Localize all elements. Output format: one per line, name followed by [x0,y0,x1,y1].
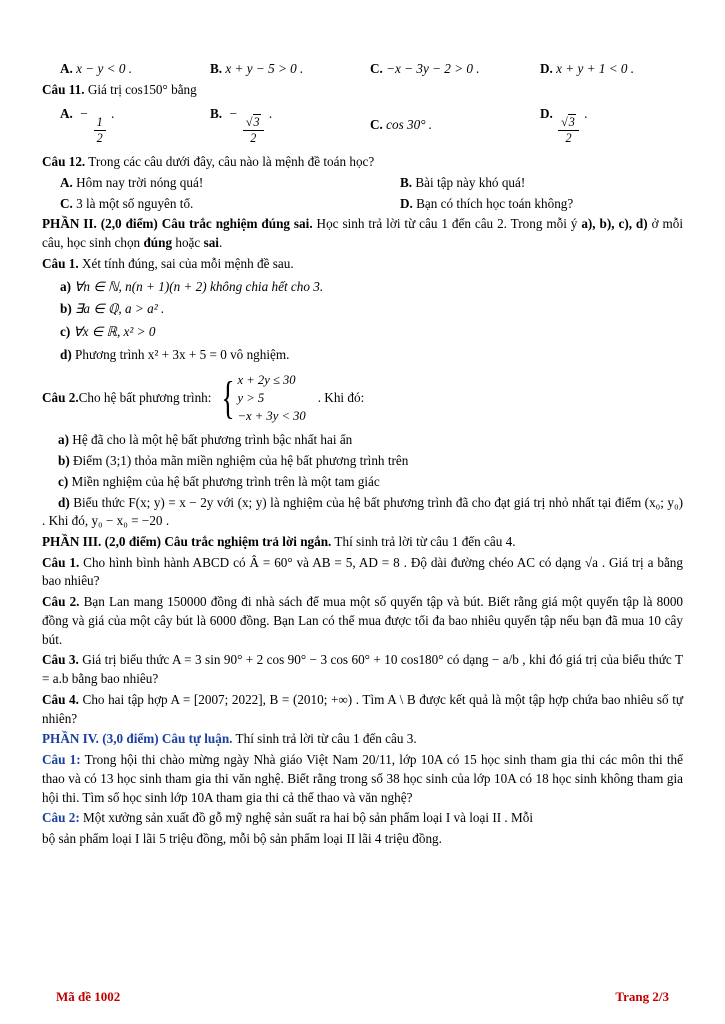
part3-question-3: Câu 3. Giá trị biểu thức A = 3 sin 90° + 2 cos 90° − 3 cos 60° + 10 cos180° có dạng − a/b , khi đó giá trị của biểu thức T = a.b bằng bao nhiêu? [42,652,684,687]
part2-q2-item-b: b) Điểm (3;1) thỏa mãn miền nghiệm của hệ bất phương trình trên [58,453,409,469]
option-d: D. x + y + 1 < 0 . [540,61,635,76]
part2-q2-item-a: a) Hệ đã cho là một hệ bất phương trình bậc nhất hai ẩn [58,432,353,448]
part3-question-2: Câu 2. Bạn Lan mang 150000 đồng đi nhà sách để mua một số quyển tập và bút. Biết rằng giá một quyển tập là 8000 đồng và giá của một cây bút là 6000 đồng. Bạn Lan có thể mua được tối đa bao nhiêu quyển tập nếu bạn đã mua 10 cây bút. [42,594,684,647]
part-4-heading: PHẦN IV. (3,0 điểm) Câu tự luận. Thí sinh trả lời từ câu 1 đến câu 3. [42,731,417,747]
part2-q2-item-d: d) Biểu thức F(x; y) = x − 2y với (x; y) là nghiệm của hệ bất phương trình đã cho đạt giá trị nhỏ nhất tại điểm (x₀; y₀) . Khi đó, y₀ − x₀ = −20 . [42,494,683,529]
page-footer [0,988,725,1006]
part2-q2-item-c: c) Miền nghiệm của hệ bất phương trình trên là một tam giác [58,473,380,489]
option-b: B. Bài tập này khó quá! [400,174,526,190]
part4-question-1: Câu 1: Trong hội thi chào mừng ngày Nhà giáo Việt Nam 20/11, lớp 10A có 15 học sinh tham gia thi các môn thi thể thao và có 13 học sinh tham gia thi văn nghệ. Biết rằng trong số 38 học sinh của lớp 10A có 18 học sinh không tham gia hội thi. Tìm số học sinh lớp 10A tham gia thi cả thể thao và văn nghệ? [42,752,684,805]
part2-q1-item-c: c) ∀x ∈ ℝ, x² > 0 [60,324,156,340]
option-a: A. − $\frac{1}{2}$ . [60,106,115,145]
part-2-heading: PHẦN II. (2,0 điểm) Câu trắc nghiệm đúng sai. Học sinh trả lời từ câu 1 đến câu 2. Trong mỗi ý a), b), c), d) ở mỗi câu, học sinh chọn đúng hoặc sai. [42,216,684,251]
part2-q1-item-a: a) ∀n ∈ ℕ, n(n + 1)(n + 2) không chia hết cho 3. [60,278,324,294]
option-d: D. Bạn có thích học toán không? [400,195,574,211]
q10-options [42,60,701,79]
fraction-sqrt3-over-2: $\frac{√3}{2}$ [243,116,264,146]
option-b: B. − $\frac{√3}{2}$ . [210,106,273,145]
option-b: B. x + y − 5 > 0 . [210,61,304,76]
fraction-sqrt3-over-2: $\frac{√3}{2}$ [558,116,579,146]
question-12-options-row2 [42,195,701,214]
question-12-options-row1 [42,174,701,193]
part3-question-1: Câu 1. Cho hình bình hành ABCD có Â = 60° và AB = 5, AD = 8 . Độ dài đường chéo AC có dạng √a . Giá trị a bằng bao nhiêu? [42,554,683,589]
question-11-stem: Câu 11. Giá trị cos150° bằng [42,81,197,97]
part2-question-1-stem: Câu 1. Xét tính đúng, sai của mỗi mệnh đề sau. [42,255,294,271]
fraction-half: $\frac{1}{2}$ [94,116,106,146]
option-c: C. cos 30° . [370,116,433,132]
inequality-system: { x + 2y ≤ 30 y > 5 −x + 3y < 30 [221,372,306,424]
part2-question-2-stem: Câu 2. Cho hệ bất phương trình: { x + 2y ≤ 30 y > 5 −x + 3y < 30 . Khi đó: [42,371,683,426]
part2-q1-item-d: d) Phương trình x² + 3x + 5 = 0 vô nghiệm. [60,346,290,362]
part3-question-4: Câu 4. Cho hai tập hợp A = [2007; 2022], B = (2010; +∞) . Tìm A \ B được kết quả là một tập hợp chứa bao nhiêu số tự nhiên? [42,691,684,726]
option-a: A. x − y < 0 . [60,61,133,76]
part-3-heading: PHẦN III. (2,0 điểm) Câu trắc nghiệm trả lời ngắn. Thí sinh trả lời từ câu 1 đến câu 4. [42,534,516,549]
page-number: Trang 2/3 [615,988,669,1004]
part4-question-2: Câu 2: Một xưởng sản xuất đồ gỗ mỹ nghệ sản suất ra hai bộ sản phẩm loại I và loại II . Mỗi [42,810,533,826]
option-a: A. Hôm nay trời nóng quá! [60,174,204,190]
part4-question-2-tail: bộ sản phẩm loại I lãi 5 triệu đồng, mỗi bộ sản phẩm loại II lãi 4 triệu đồng. [42,831,442,847]
option-c: C. −x − 3y − 2 > 0 . [370,61,480,76]
option-c: C. 3 là một số nguyên tố. [60,195,194,211]
question-11-options [42,105,701,145]
option-d: D. $\frac{√3}{2}$ . [540,106,588,145]
exam-code: Mã đề 1002 [56,988,121,1004]
question-12-stem: Câu 12. Trong các câu dưới đây, câu nào là mệnh đề toán học? [42,154,375,170]
part2-q1-item-b: b) ∃a ∈ ℚ, a > a² . [60,301,165,317]
left-brace: { [221,372,236,424]
